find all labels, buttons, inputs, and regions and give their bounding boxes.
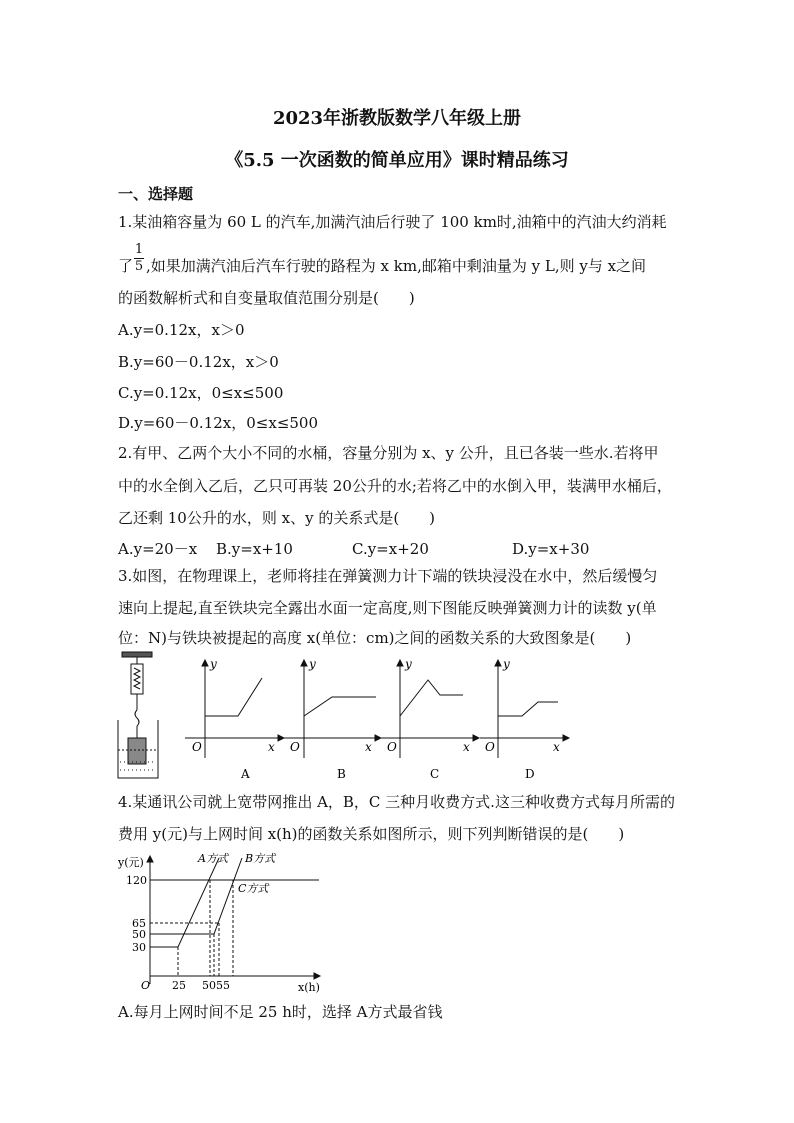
- q1-line2: ,如果加满汽油后汽车行驶的路程为 x km,邮箱中剩油量为 y L,则 y与 x之间: [146, 257, 647, 275]
- q4-ytick-120: 120: [126, 874, 147, 887]
- q2-line1: 2.有甲、乙两个大小不同的水桶，容量分别为 x、y 公升，且已各装一些水.若将甲: [118, 444, 659, 462]
- q4-y-axis-label: y(元): [118, 856, 144, 869]
- q3-graph-b-x-label: x: [365, 740, 372, 754]
- q4-ytick-50: 50: [132, 928, 146, 941]
- q1-option-d: D.y=60－0.12x，0≤x≤500: [118, 414, 319, 432]
- q3-graph-b-label: B: [337, 767, 346, 781]
- q4-xtick-50: 50: [202, 979, 216, 992]
- q4-xtick-25: 25: [172, 979, 186, 992]
- q4-dashed-guides: [150, 880, 233, 976]
- q4-option-a: A.每月上网时间不足 25 h时，选择 A方式最省钱: [118, 1003, 443, 1021]
- section-heading: 一、选择题: [118, 185, 194, 203]
- q3-graph-a-origin: O: [192, 740, 202, 754]
- q3-graph-d-y-label: y: [503, 657, 510, 671]
- q3-graph-a-y-label: y: [210, 657, 217, 671]
- q4-series-c-label: C方式: [238, 882, 269, 895]
- q4-line1: 4.某通讯公司就上宽带网推出 A，B，C 三种月收费方式.这三种收费方式每月所需的: [118, 793, 675, 811]
- q4-line2: 费用 y(元)与上网时间 x(h)的函数关系如图所示，则下列判断错误的是( ): [118, 825, 625, 843]
- document-title: 2023年浙教版数学八年级上册: [272, 108, 522, 129]
- q3-graph-b-origin: O: [290, 740, 300, 754]
- q3-graph-d-origin: O: [485, 740, 495, 754]
- q4-ytick-30: 30: [132, 941, 146, 954]
- q2-option-b: B.y=x+10: [216, 540, 293, 558]
- q4-series-b-label: B方式: [245, 852, 276, 865]
- q3-graph-d-x-label: x: [553, 740, 560, 754]
- q3-line2: 速向上提起,直至铁块完全露出水面一定高度,则下图能反映弹簧测力计的读数 y(单: [118, 599, 657, 617]
- q1-fraction-denominator: 5: [134, 259, 144, 274]
- q3-line1: 3.如图，在物理课上，老师将挂在弹簧测力计下端的铁块浸没在水中，然后缓慢匀: [118, 567, 658, 585]
- q3-graph-a-label: A: [241, 767, 250, 781]
- q3-graph-c-label: C: [430, 767, 440, 781]
- q4-series-a-label: A方式: [198, 852, 228, 865]
- q1-fraction-numerator: 1: [134, 242, 144, 257]
- q2-line2: 中的水全倒入乙后，乙只可再装 20公升的水;若将乙中的水倒入甲，装满甲水桶后，: [118, 477, 672, 495]
- q1-option-a: A.y=0.12x，x＞0: [118, 321, 245, 339]
- q3-graph-d-label: D: [525, 767, 535, 781]
- spring-scale-apparatus-illustration: [118, 652, 158, 778]
- q3-figures: [110, 650, 590, 785]
- q2-option-d: D.y=x+30: [512, 540, 590, 558]
- q4-origin: O: [141, 979, 151, 992]
- q4-x-axis-label: x(h): [298, 981, 320, 994]
- q3-graph-b-y-label: y: [309, 657, 316, 671]
- q4-xtick-55: 55: [216, 979, 230, 992]
- document-subtitle: 《5.5 一次函数的简单应用》课时精品练习: [225, 150, 569, 171]
- q3-graph-c-origin: O: [387, 740, 397, 754]
- q4-ytick-65: 65: [132, 917, 146, 930]
- q1-option-b: B.y=60－0.12x，x＞0: [118, 353, 279, 371]
- q3-line3: 位：N)与铁块被提起的高度 x(单位：cm)之间的函数关系的大致图象是( ): [118, 629, 632, 647]
- q4-fee-chart: [114, 850, 344, 998]
- q3-graph-c-y-label: y: [405, 657, 412, 671]
- q2-option-a: A.y=20－x: [118, 540, 198, 558]
- q1-line2-prefix: 了: [118, 257, 134, 275]
- q1-line1: 1.某油箱容量为 60 L 的汽车,加满汽油后行驶了 100 km时,油箱中的汽油大约消耗: [118, 213, 667, 231]
- q1-option-c: C.y=0.12x，0≤x≤500: [118, 384, 284, 402]
- q1-line3: 的函数解析式和自变量取值范围分别是( ): [118, 289, 415, 307]
- q3-graph-c-x-label: x: [463, 740, 470, 754]
- q3-graph-a-x-label: x: [268, 740, 275, 754]
- q2-option-c: C.y=x+20: [352, 540, 429, 558]
- q2-line3: 乙还剩 10公升的水，则 x、y 的关系式是( ): [118, 509, 436, 527]
